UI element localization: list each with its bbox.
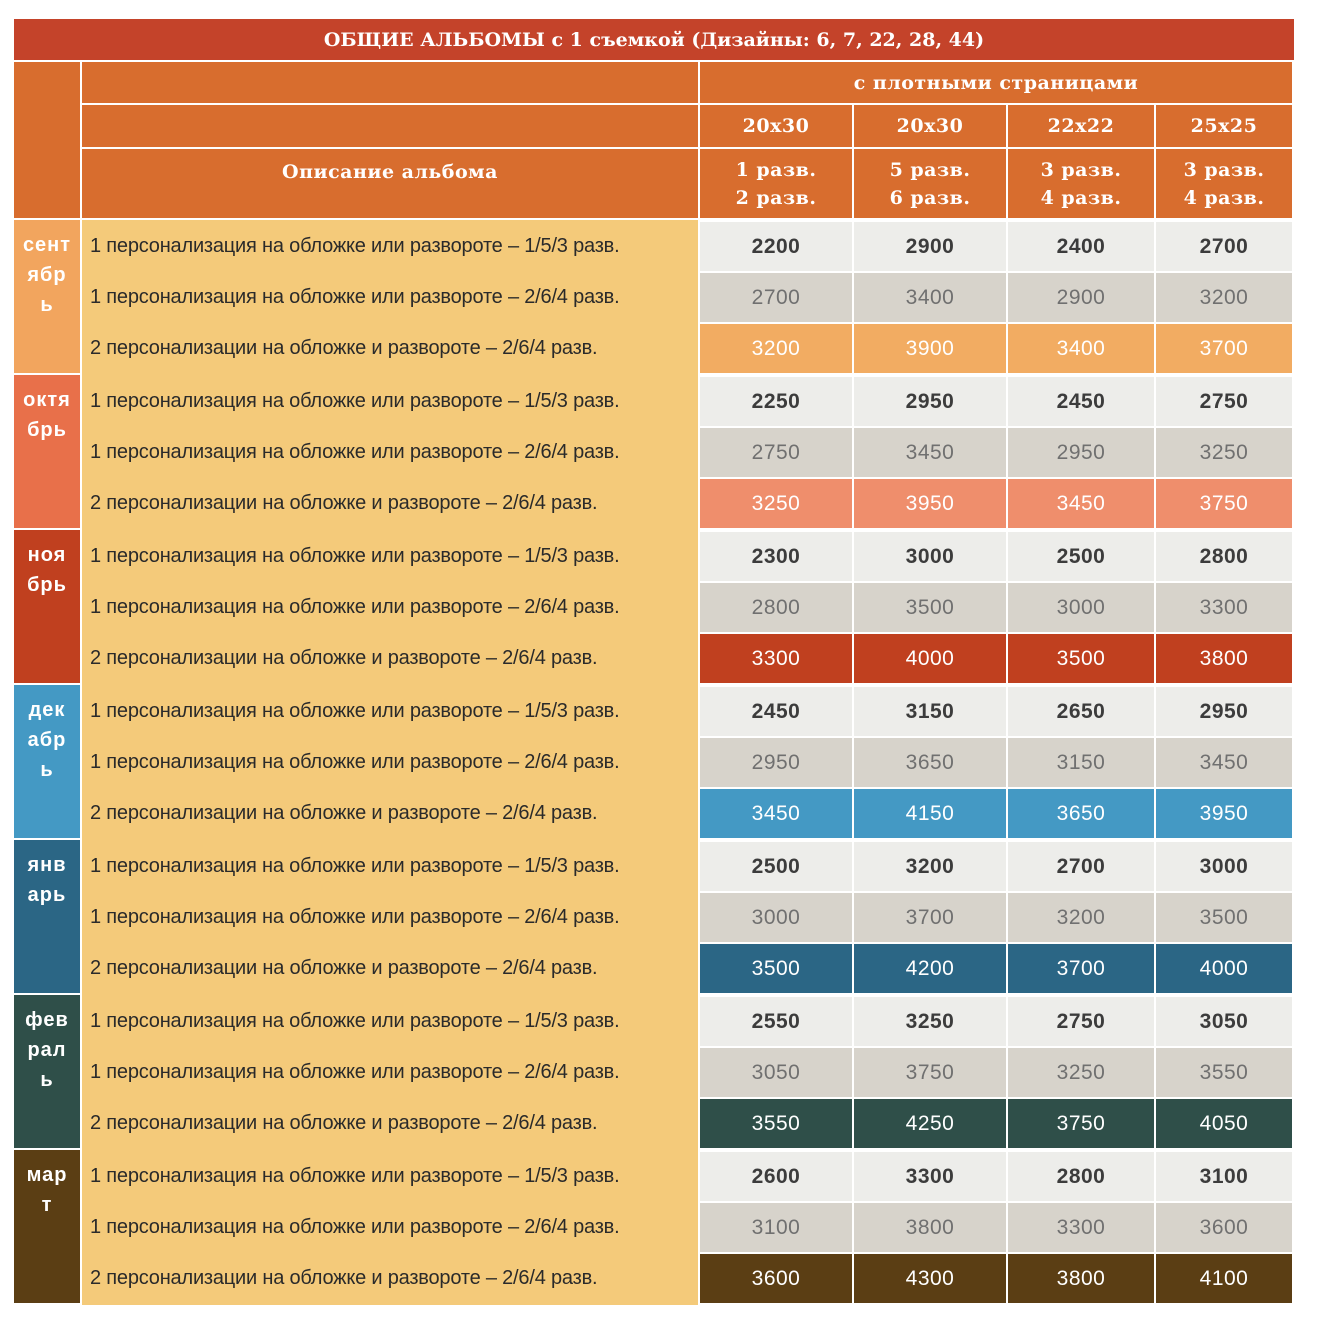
month-label: фев рал ь [14,995,82,1150]
row-description: 1 персонализация на обложке или развороте – 2/6/4 разв. [90,751,620,773]
price-cell: 3000 [1008,583,1156,634]
price-cell: 3600 [1156,1203,1294,1254]
price-cell: 2700 [1008,842,1156,893]
price-cell: 2300 [700,532,854,583]
row-description: 1 персонализация на обложке или развороте – 1/5/3 разв. [90,545,620,567]
price-cell: 2750 [1008,997,1156,1048]
price-cell: 2500 [1008,532,1156,583]
price-cell: 2450 [1008,377,1156,428]
price-cell: 4100 [1156,1254,1294,1305]
price-cell: 2950 [1008,428,1156,479]
description-header: Описание альбома [82,149,700,220]
price-cell: 3000 [1156,842,1294,893]
price-cell: 3450 [700,789,854,840]
price-cell: 3750 [1008,1099,1156,1150]
column-size-header: 22х22 [1008,105,1156,149]
price-cell: 4000 [854,634,1008,685]
row-description: 1 персонализация на обложке или развороте – 1/5/3 разв. [90,1165,620,1187]
price-cell: 2700 [700,273,854,324]
price-cell: 3550 [1156,1048,1294,1099]
price-cell: 3700 [1156,324,1294,375]
price-cell: 3300 [1008,1203,1156,1254]
price-cell: 3200 [854,842,1008,893]
header-blank-1 [82,62,700,105]
price-cell: 3950 [1156,789,1294,840]
price-cell: 2550 [700,997,854,1048]
column-spreads-header: 5 разв. 6 разв. [854,149,1008,220]
group-header: с плотными страницами [700,62,1294,105]
price-cell: 2650 [1008,687,1156,738]
month-label: янв арь [14,840,82,995]
price-cell: 3700 [854,893,1008,944]
price-cell: 3300 [700,634,854,685]
column-spreads-header: 3 разв. 4 разв. [1008,149,1156,220]
price-cell: 3150 [1008,738,1156,789]
price-cell: 2250 [700,377,854,428]
row-description: 2 персонализации на обложке и развороте – 2/6/4 разв. [90,1112,598,1134]
price-cell: 3650 [854,738,1008,789]
month-label: сент ябр ь [14,220,82,375]
row-description: 1 персонализация на обложке или развороте – 2/6/4 разв. [90,286,620,308]
price-cell: 3800 [854,1203,1008,1254]
price-cell: 3450 [1156,738,1294,789]
price-cell: 3150 [854,687,1008,738]
row-description: 2 персонализации на обложке и развороте – 2/6/4 разв. [90,1267,598,1289]
price-cell: 3250 [700,479,854,530]
price-cell: 3250 [1008,1048,1156,1099]
price-cell: 4050 [1156,1099,1294,1150]
column-size-header: 20х30 [854,105,1008,149]
price-cell: 3600 [700,1254,854,1305]
header-corner [14,62,82,220]
price-cell: 3900 [854,324,1008,375]
price-cell: 3750 [854,1048,1008,1099]
price-cell: 3200 [1156,273,1294,324]
row-description: 1 персонализация на обложке или развороте – 2/6/4 разв. [90,441,620,463]
price-cell: 3450 [854,428,1008,479]
price-cell: 2700 [1156,222,1294,273]
row-description: 2 персонализации на обложке и развороте – 2/6/4 разв. [90,337,598,359]
price-cell: 4250 [854,1099,1008,1150]
price-cell: 2500 [700,842,854,893]
row-description: 1 персонализация на обложке или развороте – 1/5/3 разв. [90,235,620,257]
row-description: 1 персонализация на обложке или развороте – 2/6/4 разв. [90,596,620,618]
month-label: ноя брь [14,530,82,685]
price-cell: 3400 [1008,324,1156,375]
price-cell: 3750 [1156,479,1294,530]
price-cell: 3650 [1008,789,1156,840]
price-cell: 4200 [854,944,1008,995]
price-cell: 3500 [1156,893,1294,944]
row-description: 2 персонализации на обложке и развороте – 2/6/4 разв. [90,802,598,824]
column-size-header: 20х30 [700,105,854,149]
price-cell: 3050 [700,1048,854,1099]
month-label: мар т [14,1150,82,1305]
price-cell: 3050 [1156,997,1294,1048]
price-cell: 2950 [854,377,1008,428]
row-description: 1 персонализация на обложке или развороте – 2/6/4 разв. [90,1216,620,1238]
price-cell: 3950 [854,479,1008,530]
row-description: 1 персонализация на обложке или развороте – 1/5/3 разв. [90,855,620,877]
price-cell: 2800 [700,583,854,634]
price-cell: 2950 [700,738,854,789]
column-spreads-header: 1 разв. 2 разв. [700,149,854,220]
price-cell: 3500 [700,944,854,995]
price-cell: 2450 [700,687,854,738]
price-cell: 2800 [1008,1152,1156,1203]
price-cell: 2400 [1008,222,1156,273]
column-size-header: 25х25 [1156,105,1294,149]
price-cell: 3100 [700,1203,854,1254]
price-cell: 3550 [700,1099,854,1150]
row-description: 2 персонализации на обложке и развороте – 2/6/4 разв. [90,957,598,979]
row-description: 1 персонализация на обложке или развороте – 1/5/3 разв. [90,390,620,412]
price-cell: 3500 [1008,634,1156,685]
price-cell: 3500 [854,583,1008,634]
header-blank-2 [82,105,700,149]
price-cell: 2200 [700,222,854,273]
price-cell: 3400 [854,273,1008,324]
price-cell: 2900 [1008,273,1156,324]
month-label: дек абр ь [14,685,82,840]
row-description: 1 персонализация на обложке или развороте – 1/5/3 разв. [90,700,620,722]
price-cell: 3250 [1156,428,1294,479]
price-cell: 4000 [1156,944,1294,995]
price-cell: 3700 [1008,944,1156,995]
price-cell: 4150 [854,789,1008,840]
price-cell: 3300 [1156,583,1294,634]
price-cell: 3250 [854,997,1008,1048]
price-cell: 3200 [1008,893,1156,944]
price-cell: 2600 [700,1152,854,1203]
price-cell: 3450 [1008,479,1156,530]
row-description: 2 персонализации на обложке и развороте – 2/6/4 разв. [90,647,598,669]
price-cell: 2750 [700,428,854,479]
price-cell: 3200 [700,324,854,375]
price-cell: 3800 [1156,634,1294,685]
row-description: 2 персонализации на обложке и развороте – 2/6/4 разв. [90,492,598,514]
price-table [14,19,1294,1310]
price-cell: 2800 [1156,532,1294,583]
price-cell: 2950 [1156,687,1294,738]
price-cell: 3000 [854,532,1008,583]
price-cell: 2900 [854,222,1008,273]
price-cell: 3100 [1156,1152,1294,1203]
row-description: 1 персонализация на обложке или развороте – 1/5/3 разв. [90,1010,620,1032]
price-cell: 4300 [854,1254,1008,1305]
column-spreads-header: 3 разв. 4 разв. [1156,149,1294,220]
price-cell: 3000 [700,893,854,944]
month-label: октя брь [14,375,82,530]
price-cell: 2750 [1156,377,1294,428]
row-description: 1 персонализация на обложке или развороте – 2/6/4 разв. [90,906,620,928]
price-cell: 3300 [854,1152,1008,1203]
price-cell: 3800 [1008,1254,1156,1305]
table-title: ОБЩИЕ АЛЬБОМЫ с 1 съемкой (Дизайны: 6, 7, 22, 28, 44) [14,19,1294,62]
row-description: 1 персонализация на обложке или развороте – 2/6/4 разв. [90,1061,620,1083]
